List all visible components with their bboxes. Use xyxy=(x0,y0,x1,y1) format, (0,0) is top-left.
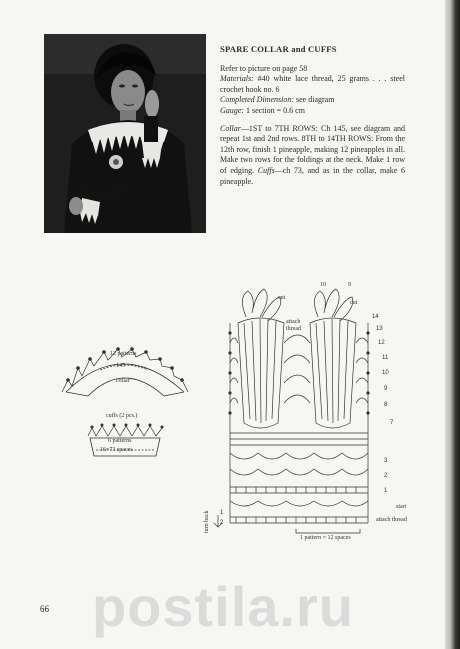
top-label-10: 10 xyxy=(320,282,326,288)
collar-label-diagram: collar xyxy=(116,378,130,384)
row-number-9: 9 xyxy=(384,386,388,392)
gauge-label: Gauge: xyxy=(220,105,244,115)
svg-text:postila.ru: postila.ru xyxy=(91,574,354,638)
row-number-1: 1 xyxy=(384,488,388,494)
attach-thread-top-label: attach thread xyxy=(286,319,301,332)
row-number-7: 7 xyxy=(390,420,394,426)
row-number-3: 3 xyxy=(384,458,388,464)
materials-label: Materials: xyxy=(220,74,254,84)
refer-text: Refer to picture on page 58 xyxy=(220,63,308,73)
cut-label-right: cut xyxy=(350,300,358,306)
collar-patterns-label: 12 patterns xyxy=(110,351,137,357)
side-marker-2: 2 xyxy=(220,520,224,526)
cuff-patterns-label: 6 patterns xyxy=(108,438,132,444)
collar-paragraph xyxy=(220,124,405,188)
side-marker-1: 1 xyxy=(220,510,224,516)
top-label-9: 9 xyxy=(348,282,351,288)
dimension-text: see diagram xyxy=(294,95,335,105)
materials-paragraph xyxy=(220,64,405,117)
pattern-note-label: 1 pattern = 12 spaces xyxy=(300,535,351,541)
page-number: 66 xyxy=(40,604,49,614)
cuffs-label: Cuffs xyxy=(257,165,275,175)
gauge-text: 1 section = 0.6 cm xyxy=(244,105,305,115)
start-label: start xyxy=(396,504,407,510)
photo-illustration xyxy=(44,34,206,233)
collar-cuff-diagram xyxy=(44,330,204,470)
materials-text: #40 white lace thread, 25 grams . . . steel crochet hook no. 6 xyxy=(220,74,405,94)
row-number-2: 2 xyxy=(384,473,388,479)
row-number-11: 11 xyxy=(382,355,389,361)
row-number-14: 14 xyxy=(372,314,379,320)
crochet-chart xyxy=(200,283,430,583)
collar-label: Collar xyxy=(220,123,241,133)
attach-thread-bottom-label: attach thread xyxy=(376,517,407,523)
row-number-13: 13 xyxy=(376,326,383,332)
page-title: SPARE COLLAR and CUFFS xyxy=(220,44,337,54)
row-number-12: 12 xyxy=(378,340,385,346)
cuffs-label-diagram: cuffs (2 pcs.) xyxy=(106,413,138,419)
row-number-10: 10 xyxy=(382,370,389,376)
turn-back-label: turn back xyxy=(204,510,210,533)
cuff-spaces-label: 16=73 spaces xyxy=(100,447,133,453)
collar-stitch-count: 145 xyxy=(116,363,125,369)
watermark xyxy=(0,568,445,649)
row-number-8: 8 xyxy=(384,402,388,408)
book-binding-shadow xyxy=(445,0,460,649)
model-photo xyxy=(44,34,206,233)
cuffs-text: —ch 73, and as in the collar, make 6 pineapple. xyxy=(220,165,406,186)
collar-text: —1ST to 7TH ROWS: Ch 145, see diagram and repeat 1st and 2nd rows. 8TH to 14TH ROWS: From the 12th row, finish 1 pineapple, making 12 pineapples in all. Make two rows for the foldings at the neck. Make 1 row of edging. xyxy=(220,123,405,175)
cut-label-left: cut xyxy=(278,295,286,301)
watermark-logo xyxy=(23,574,423,644)
instructions xyxy=(220,44,405,194)
dimension-label: Completed Dimension: xyxy=(220,95,294,105)
